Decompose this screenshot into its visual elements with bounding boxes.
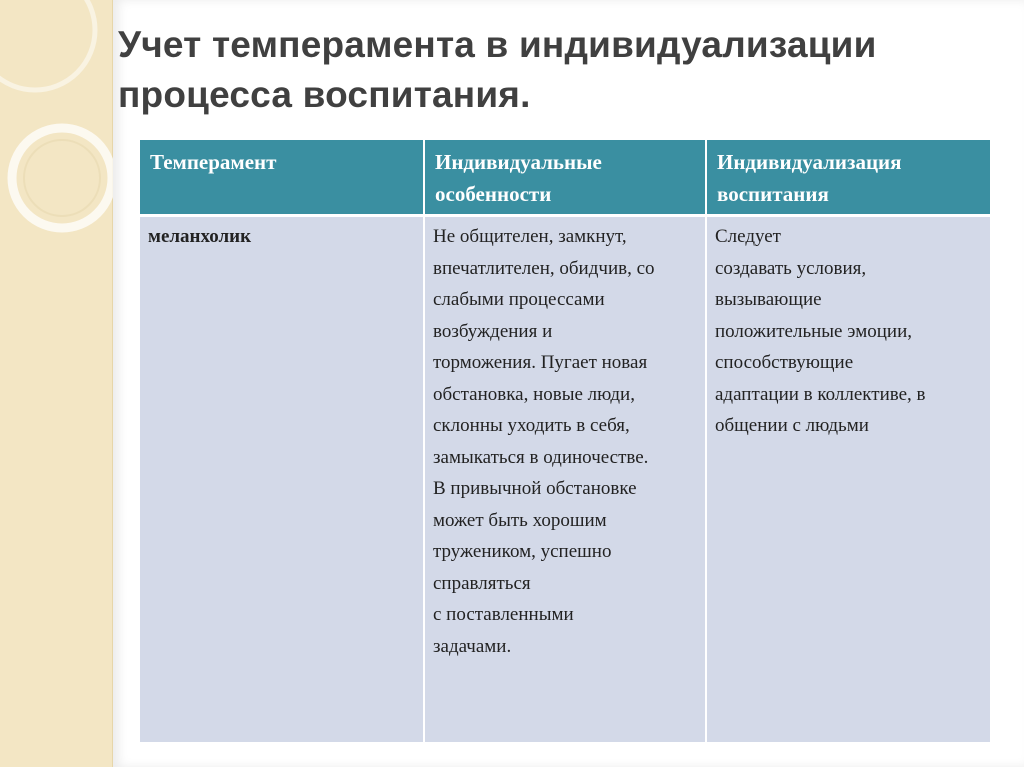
upbringing-line: адаптации в коллективе, в <box>715 383 926 405</box>
features-line: тружеником, успешно <box>433 541 612 562</box>
title-line-1: Учет темперамента в индивидуализации <box>118 24 877 65</box>
features-line: с поставленными <box>433 604 574 625</box>
upbringing-line: общении с людьми <box>715 415 869 436</box>
upbringing-line: положительные эмоции, <box>715 320 912 342</box>
slide-title <box>118 20 958 120</box>
header-features-line-1: Индивидуальные <box>435 150 602 174</box>
cell-individualization <box>706 216 990 743</box>
header-temperament <box>140 140 424 216</box>
features-line: возбуждения и <box>433 320 553 342</box>
cell-temperament-type <box>140 216 424 743</box>
header-features-line-2: особенности <box>435 182 552 206</box>
header-individualization-line-1: Индивидуализация <box>717 150 902 174</box>
header-temperament-text: Темперамент <box>150 150 277 174</box>
table-row <box>140 216 990 743</box>
features-line: замыкаться в одиночестве. <box>433 446 649 468</box>
header-individualization-line-2: воспитания <box>717 182 829 206</box>
upbringing-line: способствующие <box>715 352 854 373</box>
features-line: торможения. Пугает новая <box>433 352 648 373</box>
features-line: справляться <box>433 572 531 594</box>
header-individualization <box>706 140 990 216</box>
features-line: Не общителен, замкнут, <box>433 226 627 247</box>
upbringing-line: создавать условия, <box>715 257 867 279</box>
features-line: может быть хорошим <box>433 509 607 531</box>
cell-individual-features <box>424 216 706 743</box>
features-line: впечатлителен, обидчив, со <box>433 257 655 279</box>
temperament-type-text: меланхолик <box>148 226 252 247</box>
features-line: В привычной обстановке <box>433 478 637 499</box>
features-line: задачами. <box>433 635 512 657</box>
features-line: склонны уходить в себя, <box>433 415 630 436</box>
upbringing-line: Следует <box>715 226 781 247</box>
temperament-table <box>140 140 990 742</box>
table-header-row <box>140 140 990 216</box>
header-individual-features <box>424 140 706 216</box>
title-line-2: процесса воспитания. <box>118 74 531 115</box>
features-line: обстановка, новые люди, <box>433 383 635 405</box>
features-line: слабыми процессами <box>433 289 605 310</box>
upbringing-line: вызывающие <box>715 289 822 310</box>
